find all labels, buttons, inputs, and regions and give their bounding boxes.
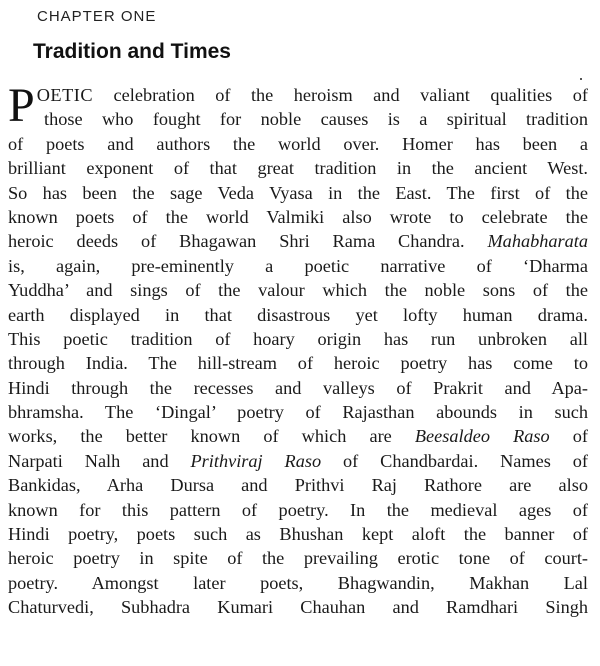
text-segment: Chaturvedi, Subhadra Kumari Chauhan and Ramdhari Singh bbox=[8, 597, 588, 618]
text-segment: earth displayed in that disastrous yet lofty human drama. bbox=[8, 304, 588, 325]
text-line bbox=[8, 181, 588, 205]
text-segment: heroic poetry in spite of the prevailing erotic tone of court- bbox=[8, 548, 588, 569]
text-line bbox=[8, 156, 588, 180]
text-segment: of bbox=[549, 426, 588, 447]
text-segment: of poets and authors the world over. Homer has been a bbox=[8, 133, 588, 154]
text-line bbox=[8, 595, 588, 619]
text-segment: This poetic tradition of hoary origin has run unbroken all bbox=[8, 328, 588, 349]
text-line bbox=[8, 205, 588, 229]
first-word: OETIC bbox=[36, 85, 94, 105]
text-segment: Bankidas, Arha Dursa and Prithvi Raj Rathore are also bbox=[8, 475, 588, 496]
chapter-title: Tradition and Times bbox=[33, 40, 231, 63]
text-segment: of Chandbardai. Names of bbox=[321, 450, 588, 471]
italic-title: Prithviraj Raso bbox=[190, 450, 322, 471]
text-line bbox=[8, 254, 588, 278]
text-line bbox=[8, 400, 588, 424]
text-line bbox=[8, 351, 588, 375]
text-line bbox=[8, 546, 588, 570]
text-line bbox=[8, 132, 588, 156]
text-segment: works, the better known of which are bbox=[8, 426, 415, 447]
text-line bbox=[8, 473, 588, 497]
italic-title: Beesaldeo Raso bbox=[414, 426, 550, 447]
text-line bbox=[8, 327, 588, 351]
text-line bbox=[8, 498, 588, 522]
text-segment: is, again, pre-eminently a poetic narrative of ‘Dharma bbox=[8, 255, 588, 276]
text-segment: Yuddha’ and sings of the valour which the noble sons of the bbox=[8, 280, 588, 301]
text-line bbox=[8, 449, 588, 473]
text-segment: celebration of the heroism and valiant qualities of bbox=[93, 85, 588, 105]
text-segment: through India. The hill-stream of heroic poetry has come to bbox=[8, 353, 588, 374]
text-segment: those who fought for noble causes is a spiritual tradition bbox=[44, 109, 588, 130]
drop-cap: P bbox=[8, 79, 35, 132]
text-segment: poetry. Amongst later poets, Bhagwandin, Makhan Lal bbox=[8, 572, 588, 593]
chapter-label: CHAPTER ONE bbox=[37, 8, 157, 25]
text-segment: Narpati Nalh and bbox=[8, 450, 191, 471]
italic-title: Mahabharata bbox=[487, 231, 588, 252]
text-line bbox=[8, 83, 588, 107]
text-line bbox=[8, 424, 588, 448]
text-segment: known for this pattern of poetry. In the medieval ages of bbox=[8, 499, 588, 520]
text-segment: So has been the sage Veda Vyasa in the East. The first of the bbox=[8, 182, 588, 203]
print-speck bbox=[580, 78, 582, 80]
text-segment: Hindi poetry, poets such as Bhushan kept aloft the banner of bbox=[8, 524, 588, 545]
text-line bbox=[8, 229, 588, 253]
text-line bbox=[8, 303, 588, 327]
body-paragraph bbox=[8, 79, 588, 620]
text-segment: brilliant exponent of that great tradition in the ancient West. bbox=[8, 158, 588, 179]
text-segment: heroic deeds of Bhagawan Shri Rama Chandra. bbox=[8, 231, 488, 252]
text-line bbox=[8, 571, 588, 595]
text-segment: known poets of the world Valmiki also wrote to celebrate the bbox=[8, 206, 588, 227]
text-line bbox=[8, 278, 588, 302]
text-line bbox=[8, 522, 588, 546]
text-segment: bhramsha. The ‘Dingal’ poetry of Rajasthan abounds in such bbox=[8, 402, 588, 423]
text-line bbox=[8, 107, 588, 131]
text-segment: Hindi through the recesses and valleys of Prakrit and Apa- bbox=[8, 377, 588, 398]
text-line bbox=[8, 376, 588, 400]
